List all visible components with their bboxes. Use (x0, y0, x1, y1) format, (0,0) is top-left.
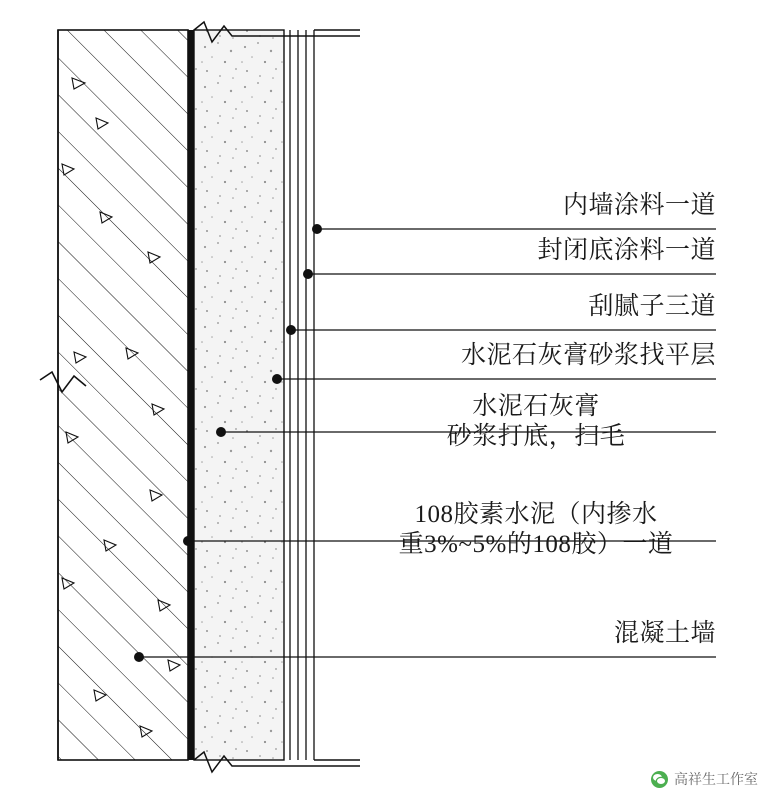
cement-slurry-layer (188, 30, 194, 760)
callout-cement-slurry-text-line2: 重3%~5%的108胶）一道 (398, 531, 674, 558)
finish-coat-lines (290, 30, 314, 760)
concrete-wall-hatch (58, 30, 188, 760)
callout-sealer-text: 封闭底涂料一道 (537, 237, 716, 264)
callout-mortar-base-text-line1: 水泥石灰膏 (472, 393, 600, 420)
callout-putty-leader (286, 325, 716, 335)
callout-mortar-base-text-line2: 砂浆打底，扫毛 (446, 423, 626, 450)
callout-topcoat-leader (312, 224, 716, 234)
callout-leveling-text: 水泥石灰膏砂浆找平层 (460, 342, 716, 369)
callout-concrete-wall-text: 混凝土墙 (613, 620, 716, 647)
wechat-icon (651, 771, 668, 788)
callout-sealer-leader (303, 269, 716, 279)
callout-cement-slurry-text-line1: 108胶素水泥（内掺水 (414, 501, 658, 528)
callout-putty-text: 刮腻子三道 (588, 293, 716, 320)
callout-cement-slurry-text (356, 500, 716, 560)
watermark (651, 769, 758, 789)
watermark-text: 高祥生工作室 (674, 771, 758, 787)
callout-mortar-base-text (356, 392, 716, 452)
callout-topcoat-text: 内墙涂料一道 (562, 192, 716, 219)
plaster-layer (194, 30, 284, 760)
callout-leveling-leader (272, 374, 716, 384)
